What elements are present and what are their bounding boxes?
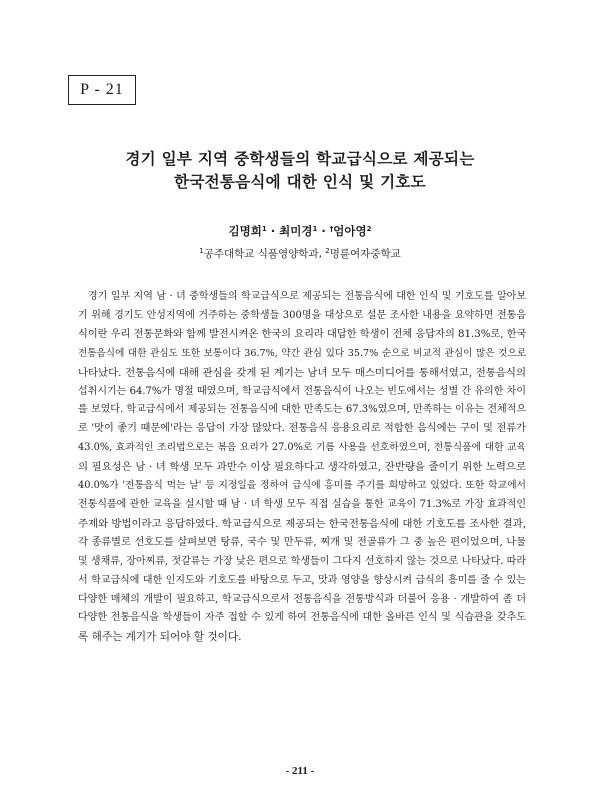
abstract-line: 나타났다. 전통음식에 대해 관심을 갖게 된 계기는 남녀 모두 매스미디어를 통해서였고, 전통음식의 bbox=[78, 366, 526, 379]
abstract-line: 전통음식에 대한 관심도 또한 보통이다 36.7%, 약간 관심 있다 35.7% 순으로 비교적 관심이 많은 것으로 bbox=[78, 347, 526, 359]
abstract-line: 로 '맛이 좋기 때문에'라는 응답이 가장 많았다. 전통음식 응용요리로 적합한 음식에는 구이 및 전류가 bbox=[78, 423, 526, 435]
abstract-body bbox=[78, 288, 526, 647]
abstract-line: 다양한 전통음식을 학생들이 자주 접할 수 있게 하여 전통음식에 대한 올바른 인식 및 식습관을 갖추도 bbox=[78, 612, 526, 624]
abstract-line: 식이란 우리 전통문화와 함께 발전시켜온 한국의 요리라 대답한 학생이 전체 응답자의 81.3%로, 한국 bbox=[78, 328, 526, 340]
author-list bbox=[60, 223, 540, 239]
abstract-line: 를 보였다. 학교급식에서 제공되는 전통음식에 대한 만족도는 67.3%였으며, 만족하는 이유는 전체적으 bbox=[78, 404, 526, 416]
affil-1-mark: 1 bbox=[199, 247, 204, 255]
abstract-line: 주제와 방법이라고 응답하였다. 학교급식으로 제공되는 한국전통음식에 대한 기호도를 조사한 결과, bbox=[78, 517, 526, 530]
author-1-affil-mark: 1 bbox=[261, 225, 267, 233]
abstract-line: 록 해주는 계기가 되어야 할 것이다. bbox=[78, 631, 242, 644]
author-3: 엄아영 bbox=[333, 224, 367, 238]
abstract-line: 섭취시기는 64.7%가 명절 때였으며, 학교급식에서 전통음식이 나오는 빈도에서는 성별 간 유의한 차이 bbox=[78, 385, 526, 397]
author-separator: · bbox=[266, 224, 280, 238]
abstract-line: 및 생채류, 장아찌류, 젓갈류는 가장 낮은 편으로 학생들이 그다지 선호하지 않는 것으로 나타났다. 따라 bbox=[78, 555, 526, 567]
abstract-line: 기 위해 경기도 안성지역에 거주하는 중학생들 300명을 대상으로 설문 조사한 내용을 요약하면 전통음 bbox=[78, 309, 526, 321]
abstract-line: 40.0%가 '전통음식 먹는 날' 등 지정일을 정하여 급식에 흥미를 주기를 희망하고 있었다. 또한 학교에서 bbox=[78, 480, 526, 492]
abstract-line: 의 필요성은 남 · 녀 학생 모두 과반수 이상 필요하다고 생각하였고, 잔반량을 줄이기 위한 노력으로 bbox=[78, 461, 526, 474]
author-separator: · bbox=[317, 224, 330, 238]
affil-2-mark: 2 bbox=[325, 247, 330, 255]
affiliation-1: 공주대학교 식품영양학과, bbox=[203, 248, 326, 260]
author-1: 김명희 bbox=[228, 224, 262, 238]
page-number: - 211 - bbox=[285, 765, 315, 777]
affiliations bbox=[60, 246, 540, 261]
paper-title bbox=[60, 148, 540, 194]
author-3-affil-mark: 2 bbox=[366, 225, 372, 233]
corresponding-author-mark: † bbox=[329, 225, 334, 233]
paper-code-box bbox=[68, 75, 136, 105]
author-2: 최미경 bbox=[279, 224, 313, 238]
abstract-line: 서 학교급식에 대한 인지도와 기호도를 바탕으로 두고, 맛과 영양을 향상시켜 급식의 흥미를 줄 수 있는 bbox=[78, 574, 526, 586]
title-line-1: 경기 일부 지역 중학생들의 학교급식으로 제공되는 bbox=[125, 150, 475, 168]
abstract-line: 43.0%, 효과적인 조리법으로는 볶음 요리가 27.0%로 기름 사용을 선호하였으며, 전통식품에 대한 교육 bbox=[78, 442, 526, 454]
paper-code: P - 21 bbox=[80, 81, 124, 98]
abstract-line: 각 종류별로 선호도를 살펴보면 탕류, 국수 및 만두류, 찌개 및 전골류가 그 중 높은 편이었으며, 나물 bbox=[78, 536, 526, 548]
abstract-line: 다양한 매체의 개발이 필요하고, 학교급식으로서 전통음식을 전통방식과 더불어 응용 · 개발하여 좀 더 bbox=[78, 593, 526, 605]
author-2-affil-mark: 1 bbox=[312, 225, 318, 233]
title-line-2: 한국전통음식에 대한 인식 및 기호도 bbox=[174, 173, 426, 191]
abstract-line: 전통식품에 관한 교육을 실시할 때 남 · 녀 학생 모두 직접 실습을 통한 교육이 71.3%로 가장 효과적인 bbox=[78, 498, 526, 510]
affiliation-2: 명륜여자중학교 bbox=[329, 248, 401, 260]
abstract-line: 경기 일부 지역 남 · 녀 중학생들의 학교급식으로 제공되는 전통음식에 대한 인식 및 기호도를 알아보 bbox=[88, 291, 526, 302]
